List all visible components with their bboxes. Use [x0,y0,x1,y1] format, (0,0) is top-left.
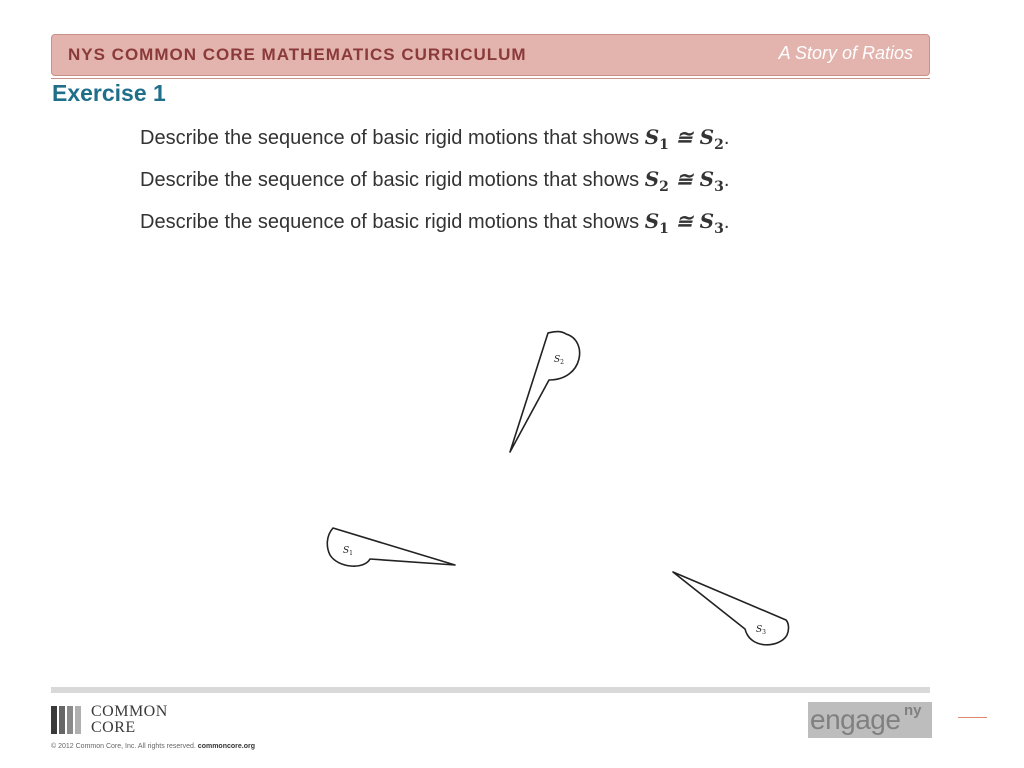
logo-line-2: CORE [91,719,136,736]
shape-s2 [510,332,580,452]
shape-label [343,546,353,557]
math-var: S [644,125,660,149]
copyright-notice [51,743,255,750]
copyright-text: © 2012 Common Core, Inc. All rights reserved. [51,743,196,750]
shape-label-s: S [343,546,350,556]
shape-label-s: S [554,355,561,365]
prompt-text: Describe the sequence of basic rigid motions that shows [140,211,640,233]
math-sub: 2 [714,137,724,153]
shape-label-sub: 3 [762,629,766,636]
shape-label-s: S [756,625,763,635]
prompt-text: Describe the sequence of basic rigid motions that shows [140,127,640,149]
footer-divider [51,687,930,693]
side-accent-line [958,717,987,718]
math-var: S [699,125,715,149]
math-sub: 2 [659,179,669,195]
exercise-title: Exercise 1 [52,80,166,106]
curriculum-title: NYS COMMON CORE MATHEMATICS CURRICULUM [68,45,527,64]
common-core-logo [51,704,191,736]
math-sub: 1 [659,221,669,237]
logo-line-1: COMMON [91,703,168,720]
math-var: S [644,167,660,191]
math-var: S [699,209,715,233]
common-core-bars-icon [51,706,85,734]
copyright-site: commoncore.org [197,743,255,750]
shape-label-sub: 1 [349,550,353,557]
prompt-text: Describe the sequence of basic rigid motions that shows [140,169,640,191]
math-var: S [644,209,660,233]
shape-label [756,625,766,636]
prompt-period: . [723,211,730,233]
story-title: A Story of Ratios [778,43,913,63]
shape-label-sub: 2 [560,359,564,366]
congruent-symbol: ≅ [675,209,693,233]
congruent-symbol: ≅ [675,125,693,149]
prompt-period: . [723,127,730,149]
math-sub: 3 [714,179,724,195]
engage-superscript: ny [904,702,922,719]
congruent-symbol: ≅ [675,167,693,191]
common-core-wordmark [91,704,168,736]
math-var: S [699,167,715,191]
engage-word: engage [810,704,901,735]
engage-ny-logo [808,702,932,738]
prompt-period: . [723,169,730,191]
shape-label [554,355,564,366]
math-sub: 1 [659,137,669,153]
shape-s3 [673,572,789,645]
math-sub: 3 [714,221,724,237]
